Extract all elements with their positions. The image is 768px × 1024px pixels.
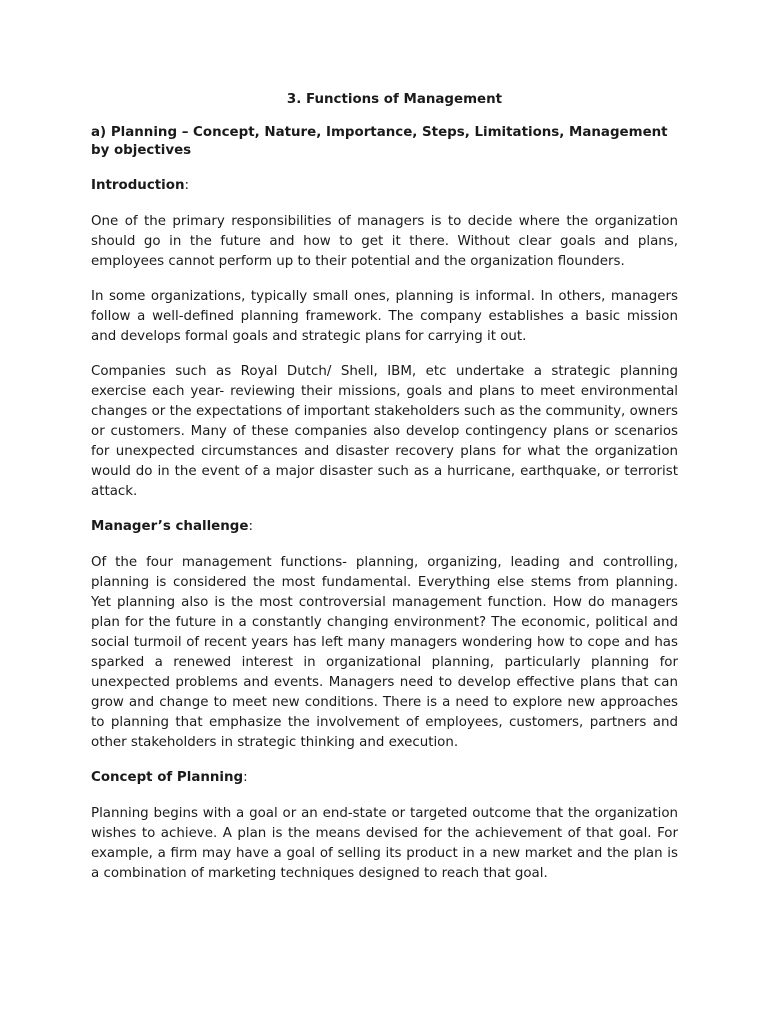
paragraph: In some organizations, typically small ones, planning is informal. In others, managers follow a well-defined planning framework. The company establishes a basic mission and develops formal goals and strategic plans for carrying it out. xyxy=(91,289,678,344)
section-heading-concept-of-planning: Concept of Planning: xyxy=(91,770,248,785)
paragraph: Companies such as Royal Dutch/ Shell, IBM, etc undertake a strategic planning exercise each year- reviewing their missions, goals and plans to meet environmental changes or the expectations of important stakeholders such as the community, owners or customers. Many of these companies also develop contingency plans or scenarios for unexpected circumstances and disaster recovery plans for what the organization would do in the event of a major disaster such as a hurricane, earthquake, or terrorist attack. xyxy=(91,364,678,499)
document-subtitle: a) Planning – Concept, Nature, Importance, Steps, Limitations, Management by objectives xyxy=(91,125,668,158)
paragraph: Of the four management functions- planning, organizing, leading and controlling, planning is considered the most fundamental. Everything else stems from planning. Yet planning also is the most controversial management function. How do managers plan for the future in a constantly changing environment? The economic, political and social turmoil of recent years has left many managers wondering how to cope and has sparked a renewed interest in organizational planning, particularly planning for unexpected problems and events. Managers need to develop effective plans that can grow and change to meet new conditions. There is a need to explore new approaches to planning that emphasize the involvement of employees, customers, partners and other stakeholders in strategic thinking and execution. xyxy=(91,555,678,750)
section-heading-text: Manager’s challenge xyxy=(91,519,249,534)
paragraph: Planning begins with a goal or an end-state or targeted outcome that the organization wishes to achieve. A plan is the means devised for the achievement of that goal. For example, a firm may have a goal of selling its product in a new market and the plan is a combination of marketing techniques designed to reach that goal. xyxy=(91,806,678,881)
document-title: 3. Functions of Management xyxy=(286,92,503,107)
section-heading-introduction: Introduction: xyxy=(91,178,190,193)
paragraph: One of the primary responsibilities of managers is to decide where the organization should go in the future and how to get it there. Without clear goals and plans, employees cannot perform up to their potential and the organization flounders. xyxy=(91,214,678,269)
document-page xyxy=(91,90,678,899)
section-heading-text: Introduction xyxy=(91,178,185,193)
section-heading-managers-challenge: Manager’s challenge: xyxy=(91,519,253,534)
section-heading-text: Concept of Planning xyxy=(91,770,244,785)
